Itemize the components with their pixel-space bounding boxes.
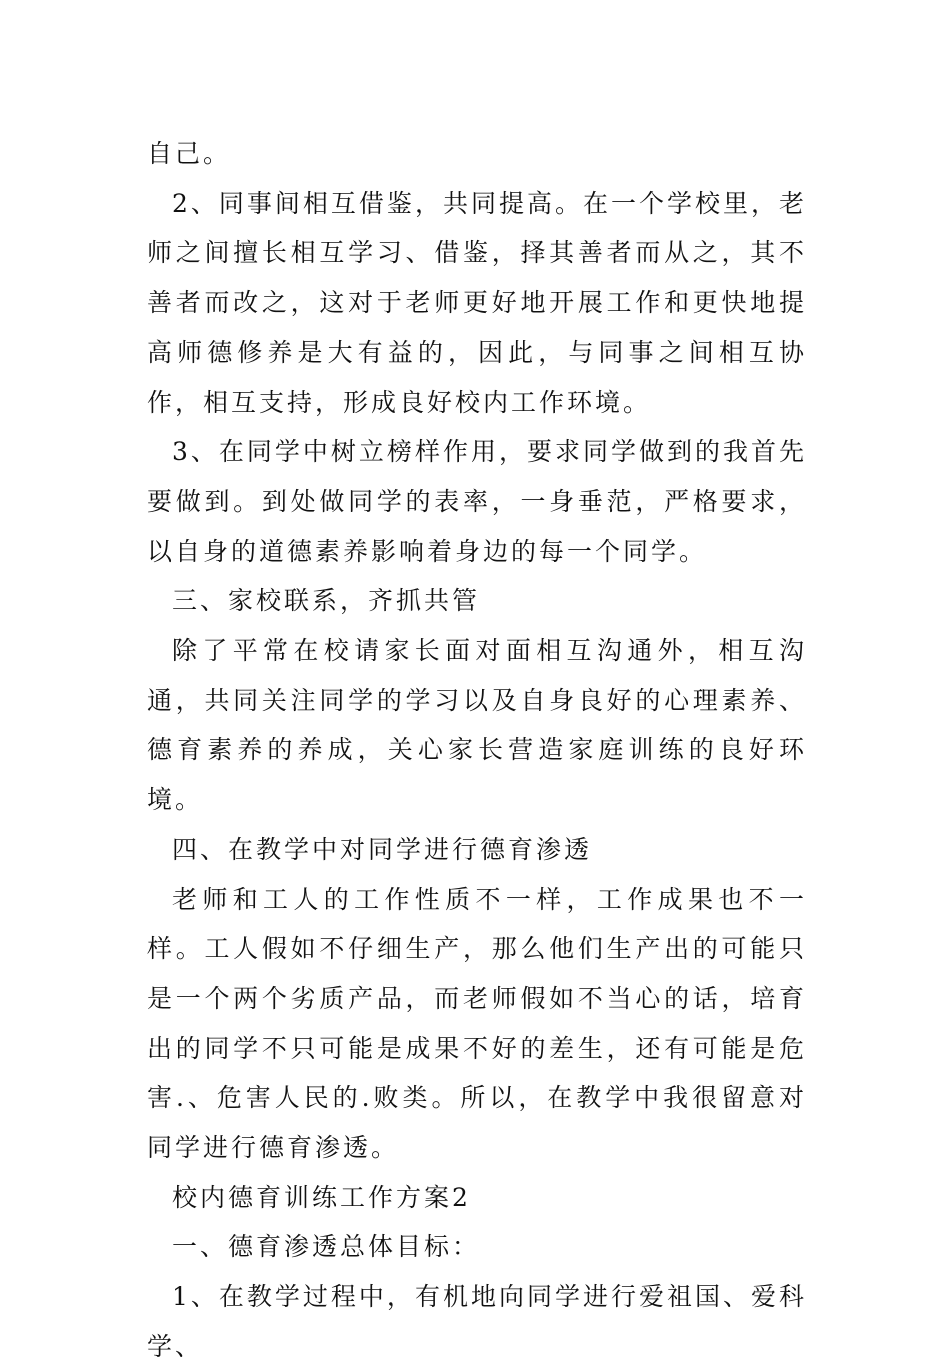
section-heading-4: 四、在教学中对同学进行德育渗透 [172, 834, 593, 864]
paragraph-home-school: 除了平常在校请家长面对面相互沟通外，相互沟通，共同关注同学的学习以及自身良好的心理素养、德育素养的养成，关心家长营造家庭训练的良好环境。 [147, 636, 807, 815]
document-body [147, 129, 807, 1372]
paragraph-item-1: 1、在教学过程中，有机地向同学进行爱祖国、爱科学、 [147, 1282, 807, 1361]
paragraph-item-2: 2、同事间相互借鉴，共同提高。在一个学校里，老师之间擅长相互学习、借鉴，择其善者而从之，其不善者而改之，这对于老师更好地开展工作和更快地提高师德修养是大有益的，因此，与同事之间相互协作，相互支持，形成良好校内工作环境。 [147, 188, 807, 417]
plan-title-2: 校内德育训练工作方案2 [172, 1182, 471, 1212]
section-heading-3: 三、家校联系，齐抓共管 [172, 586, 481, 616]
section-heading-1: 一、德育渗透总体目标： [172, 1232, 481, 1262]
paragraph-item-3: 3、在同学中树立榜样作用，要求同学做到的我首先要做到。到处做同学的表率，一身垂范，严格要求，以自身的道德素养影响着身边的每一个同学。 [147, 437, 807, 566]
paragraph-continuation: 自己。 [147, 139, 232, 168]
paragraph-moral-education: 老师和工人的工作性质不一样，工作成果也不一样。工人假如不仔细生产，那么他们生产出的可能只是一个两个劣质产品，而老师假如不当心的话，培育出的同学不只可能是成果不好的差生，还有可能是危害.、危害人民的.败类。所以，在教学中我很留意对同学进行德育渗透。 [147, 884, 807, 1163]
